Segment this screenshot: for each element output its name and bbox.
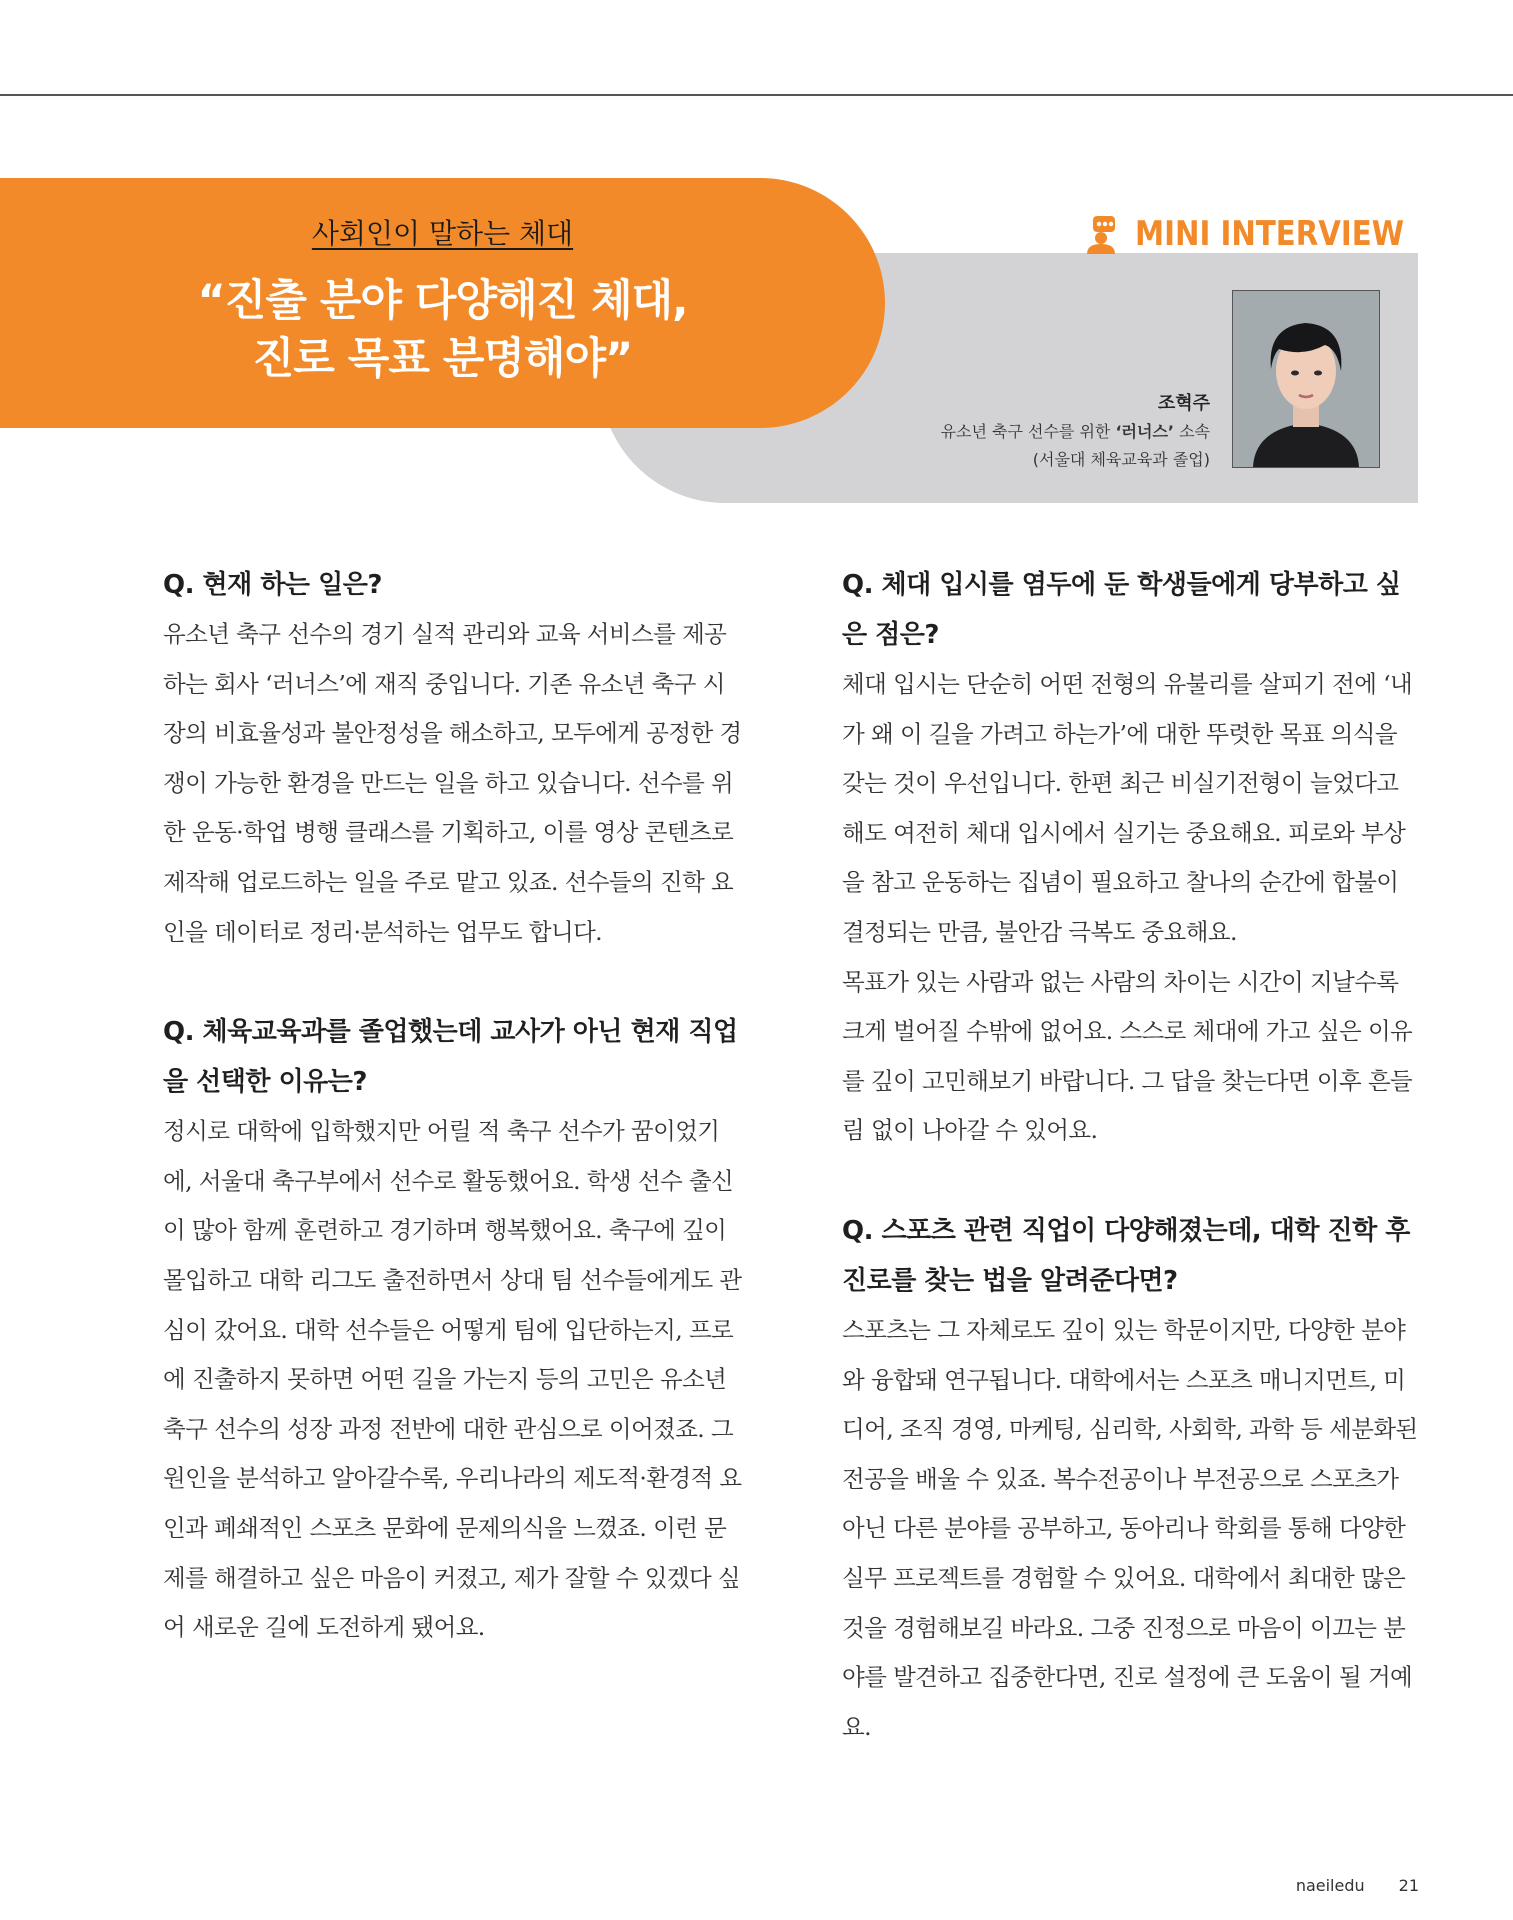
question: Q. 스포츠 관련 직업이 다양해졌는데, 대학 진학 후 진로를 찾는 법을 알려준다면? — [842, 1215, 1410, 1296]
person-portrait-icon — [1233, 291, 1379, 467]
answer-paragraph: 유소년 축구 선수의 경기 실적 관리와 교육 서비스를 제공하는 회사 ‘러너스’에 재직 중입니다. 기존 유소년 축구 시장의 비효율성과 불안정성을 해소하고, 모두에게 공정한 경쟁이 가능한 환경을 만드는 일을 하고 있습니다. 선수를 위한 운동·학업 병행 클래스를 기획하고, 이를 영상 콘텐츠로 제작해 업로드하는 일을 주로 맡고 있죠. 선수들의 진학 요인을 데이터로 정리·분석하는 업무도 합니다. — [163, 620, 742, 946]
headline — [0, 272, 885, 388]
mini-interview-text: MINI INTERVIEW — [1135, 214, 1405, 254]
page-footer — [1296, 1876, 1419, 1895]
answer — [842, 1306, 1422, 1752]
profile-education: (서울대 체육교육과 졸업) — [1032, 450, 1210, 469]
question: Q. 체육교육과를 졸업했는데 교사가 아닌 현재 직업을 선택한 이유는? — [163, 1017, 738, 1098]
headline-line-2: 진로 목표 분명해야” — [252, 334, 633, 384]
qa-block — [163, 560, 743, 957]
right-column — [842, 560, 1422, 1802]
top-rule — [0, 94, 1513, 96]
mini-interview-label — [1085, 212, 1448, 256]
left-column — [163, 560, 743, 1703]
profile-photo — [1232, 290, 1380, 468]
question: Q. 현재 하는 일은? — [163, 570, 382, 600]
section-label: 사회인이 말하는 체대 — [311, 217, 574, 250]
question: Q. 체대 입시를 염두에 둔 학생들에게 당부하고 싶은 점은? — [842, 570, 1401, 650]
answer-paragraph: 목표가 있는 사람과 없는 사람의 차이는 시간이 지날수록 크게 벌어질 수밖에 없어요. 스스로 체대에 가고 싶은 이유를 깊이 고민해보기 바랍니다. 그 답을 찾는다면 이후 흔들림 없이 나아갈 수 있어요. — [842, 967, 1413, 1145]
answer — [163, 1107, 743, 1653]
answer — [842, 660, 1422, 1156]
affiliation-company: ‘러너스’ — [1115, 422, 1174, 441]
answer-paragraph: 스포츠는 그 자체로도 깊이 있는 학문이지만, 다양한 분야와 융합돼 연구됩니다. 대학에서는 스포츠 매니지먼트, 미디어, 조직 경영, 마케팅, 심리학, 사회학, 과학 등 세분화된 전공을 배울 수 있죠. 복수전공이나 부전공으로 스포츠가 아닌 다른 분야를 공부하고, 동아리나 학회를 통해 다양한 실무 프로젝트를 경험할 수 있어요. 대학에서 최대한 많은 것을 경험해보길 바라요. 그중 진정으로 마음이 이끄는 분야를 발견하고 집중한다면, 진로 설정에 큰 도움이 될 거예요. — [842, 1315, 1418, 1741]
affiliation-prefix: 유소년 축구 선수를 위한 — [940, 422, 1116, 441]
publication-name: naeiledu — [1295, 1876, 1365, 1895]
qa-block — [842, 560, 1422, 1156]
answer-paragraph: 체대 입시는 단순히 어떤 전형의 유불리를 살피기 전에 ‘내가 왜 이 길을 가려고 하는가’에 대한 뚜렷한 목표 의식을 갖는 것이 우선입니다. 한편 최근 비실기전형이 늘었다고 해도 여전히 체대 입시에서 실기는 중요해요. 피로와 부상을 참고 운동하는 집념이 필요하고 찰나의 순간에 합불이 결정되는 만큼, 불안감 극복도 중요해요. — [842, 670, 1413, 946]
answer-paragraph: 정시로 대학에 입학했지만 어릴 적 축구 선수가 꿈이었기에, 서울대 축구부에서 선수로 활동했어요. 학생 선수 출신이 많아 함께 훈련하고 경기하며 행복했어요. 축구에 깊이 몰입하고 대학 리그도 출전하면서 상대 팀 선수들에게도 관심이 갔어요. 대학 선수들은 어떻게 팀에 입단하는지, 프로에 진출하지 못하면 어떤 길을 가는지 등의 고민은 유소년 축구 선수의 성장 과정 전반에 대한 관심으로 이어졌죠. 그 원인을 분석하고 알아갈수록, 우리나라의 제도적·환경적 요인과 폐쇄적인 스포츠 문화에 문제의식을 느꼈죠. 이런 문제를 해결하고 싶은 마음이 커졌고, 제가 잘할 수 있겠다 싶어 새로운 길에 도전하게 됐어요. — [163, 1117, 742, 1642]
profile-affiliation — [780, 418, 1210, 446]
profile-name: 조혁주 — [1157, 393, 1210, 414]
headline-line-1: “진출 분야 다양해진 체대, — [197, 276, 688, 326]
qa-block — [163, 1007, 743, 1653]
answer — [163, 610, 743, 957]
page-number: 21 — [1398, 1876, 1419, 1895]
profile-caption — [780, 390, 1210, 474]
qa-block — [842, 1206, 1422, 1752]
interview-person-icon — [1085, 214, 1125, 254]
affiliation-suffix: 소속 — [1174, 422, 1210, 441]
